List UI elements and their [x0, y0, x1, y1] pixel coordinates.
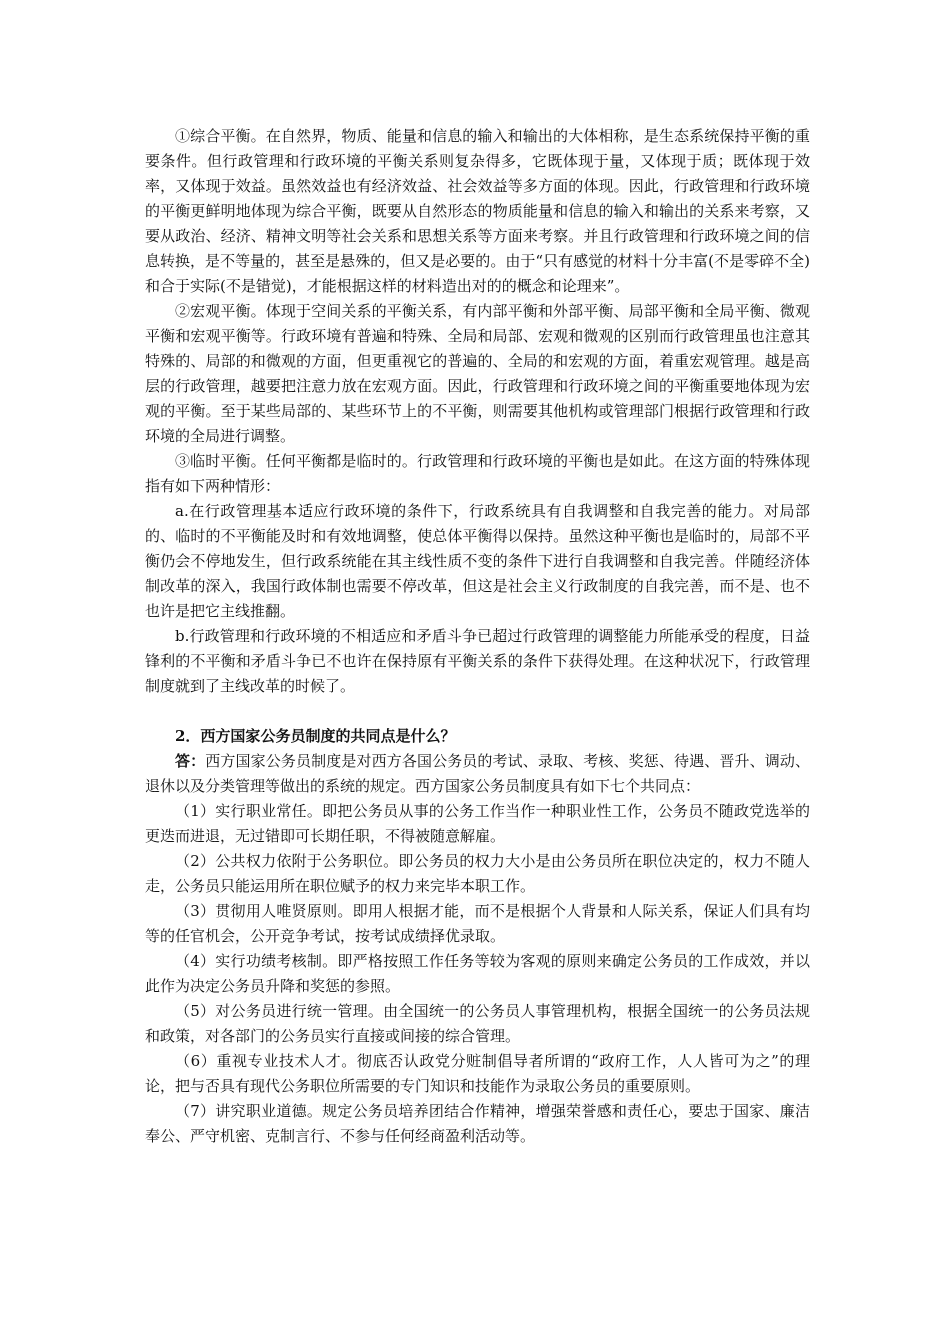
list-item: （1）实行职业常任。即把公务员从事的公务工作当作一种职业性工作，公务员不随政党选举的更迭而进退，无过错即可长期任职，不得被随意解雇。 — [145, 802, 810, 845]
paragraph-temporary-balance: ③临时平衡。任何平衡都是临时的。行政管理和行政环境的平衡也是如此。在这方面的特殊体现指有如下两种情形： — [145, 452, 810, 495]
answer-paragraph — [145, 749, 810, 799]
list-item: （4）实行功绩考核制。即严格按照工作任务等较为客观的原则来确定公务员的工作成效，并以此作为决定公务员升降和奖惩的参照。 — [145, 952, 810, 995]
section-spacer — [145, 699, 810, 724]
document-page — [145, 124, 810, 1149]
list-item: （6）重视专业技术人才。彻底否认政党分赃制倡导者所谓的“政府工作，人人皆可为之”的理论，把与否具有现代公务职位所需要的专门知识和技能作为录取公务员的重要原则。 — [145, 1052, 810, 1095]
answer-label: 答： — [175, 752, 206, 770]
list-item: （7）讲究职业道德。规定公务员培养团结合作精神，增强荣誉感和责任心，要忠于国家、廉洁奉公、严守机密、克制言行、不参与任何经商盈利活动等。 — [145, 1102, 810, 1145]
paragraph-macro-balance: ②宏观平衡。体现于空间关系的平衡关系，有内部平衡和外部平衡、局部平衡和全局平衡、微观平衡和宏观平衡等。行政环境有普遍和特殊、全局和局部、宏观和微观的区别而行政管理虽也注意其特殊的、局部的和微观的方面，但更重视它的普遍的、全局的和宏观的方面，着重宏观管理。越是高层的行政管理，越要把注意力放在宏观方面。因此，行政管理和行政环境之间的平衡重要地体现为宏观的平衡。至于某些局部的、某些环节上的不平衡，则需要其他机构或管理部门根据行政管理和行政环境的全局进行调整。 — [145, 302, 810, 445]
list-item: （2）公共权力依附于公务职位。即公务员的权力大小是由公务员所在职位决定的，权力不随人走，公务员只能运用所在职位赋予的权力来完毕本职工作。 — [145, 852, 810, 895]
paragraph-case-a: a.在行政管理基本适应行政环境的条件下，行政系统具有自我调整和自我完善的能力。对局部的、临时的不平衡能及时和有效地调整，使总体平衡得以保持。虽然这种平衡也是临时的，局部不平衡仍会不停地发生，但行政系统能在其主线性质不变的条件下进行自我调整和自我完善。伴随经济体制改革的深入，我国行政体制也需要不停改革，但这是社会主义行政制度的自我完善，而不是、也不也许是把它主线推翻。 — [145, 502, 810, 620]
list-item: （3）贯彻用人唯贤原则。即用人根据才能，而不是根据个人背景和人际关系，保证人们具有均等的任官机会，公开竞争考试，按考试成绩择优录取。 — [145, 902, 810, 945]
paragraph-comprehensive-balance: ①综合平衡。在自然界，物质、能量和信息的输入和输出的大体相称，是生态系统保持平衡的重要条件。但行政管理和行政环境的平衡关系则复杂得多，它既体现于量，又体现于质；既体现于效率，又体现于效益。虽然效益也有经济效益、社会效益等多方面的体现。因此，行政管理和行政环境的平衡更鲜明地体现为综合平衡，既要从自然形态的物质能量和信息的输入和输出的关系来考察，又要从政治、经济、精神文明等社会关系和思想关系等方面来考察。并且行政管理和行政环境之间的信息转换，是不等量的，甚至是悬殊的，但又是必要的。由于“只有感觉的材料十分丰富(不是零碎不全)和合于实际(不是错觉)，才能根据这样的材料造出对的的概念和论理来”。 — [145, 127, 810, 295]
paragraph-case-b: b.行政管理和行政环境的不相适应和矛盾斗争已超过行政管理的调整能力所能承受的程度，日益锋利的不平衡和矛盾斗争已不也许在保持原有平衡关系的条件下获得处理。在这种状况下，行政管理制度就到了主线改革的时候了。 — [145, 627, 810, 695]
answer-text: 西方国家公务员制度是对西方各国公务员的考试、录取、考核、奖惩、待遇、晋升、调动、退休以及分类管理等做出的系统的规定。西方国家公务员制度具有如下七个共同点： — [145, 752, 810, 795]
question-heading: 2．西方国家公务员制度的共同点是什么？ — [175, 727, 456, 745]
list-item: （5）对公务员进行统一管理。由全国统一的公务员人事管理机构，根据全国统一的公务员法规和政策，对各部门的公务员实行直接或间接的综合管理。 — [145, 1002, 810, 1045]
